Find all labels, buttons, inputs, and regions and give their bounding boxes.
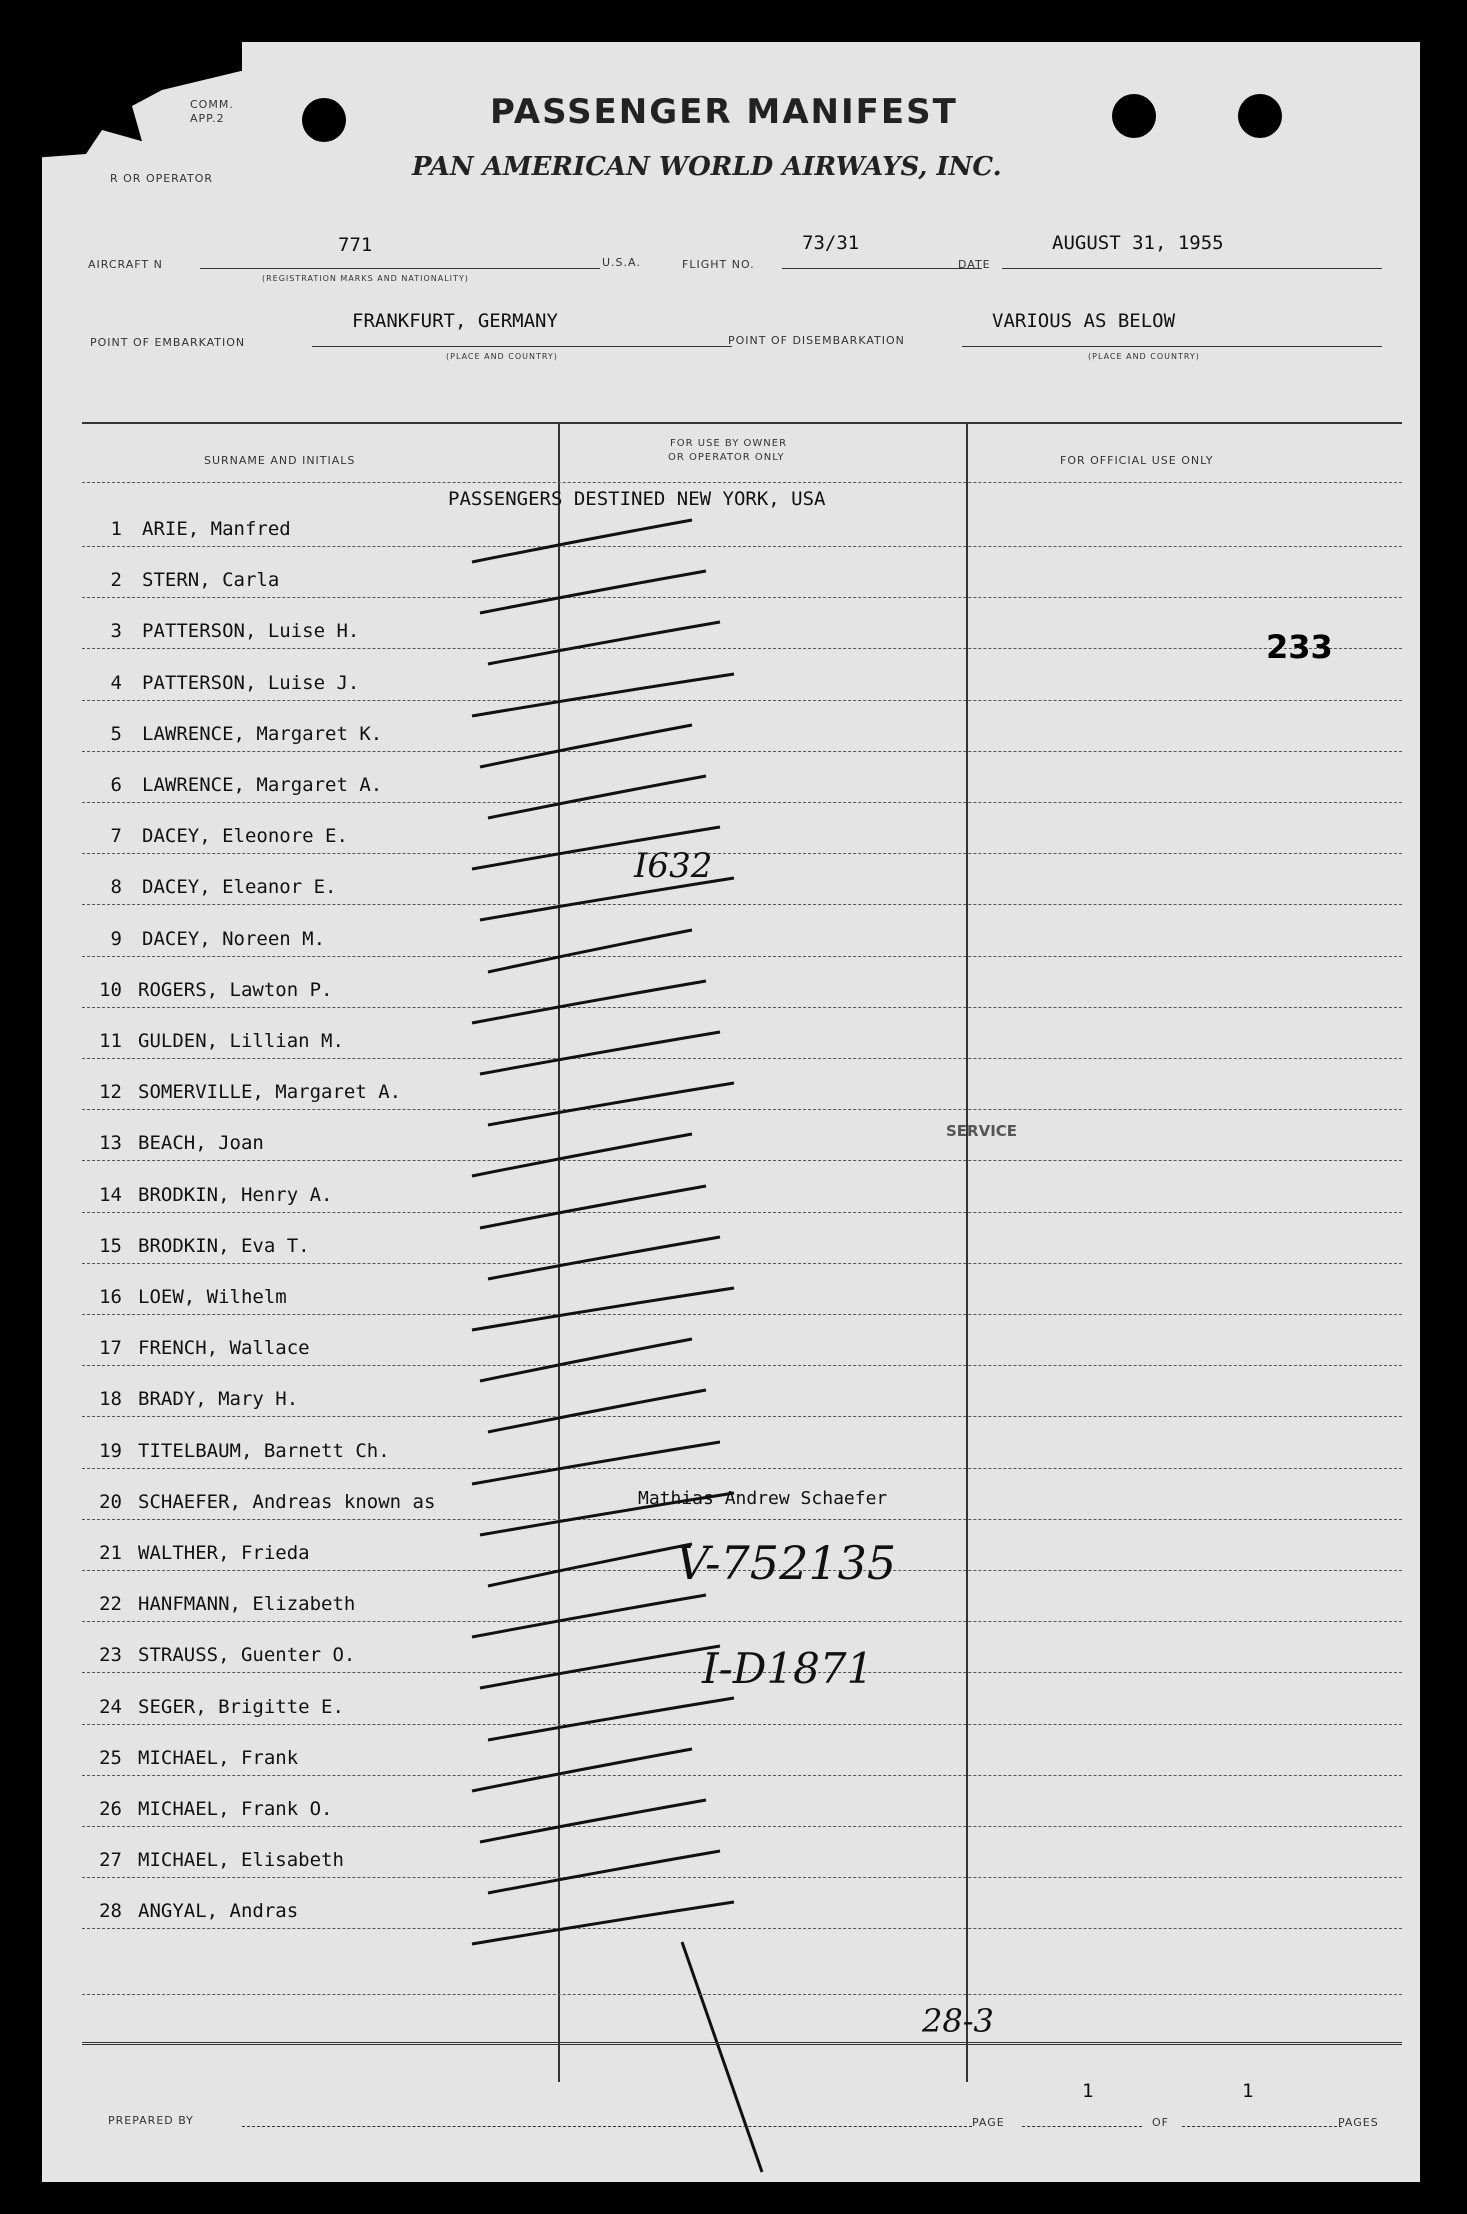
app-label: APP.2 — [190, 112, 225, 125]
check-mark — [472, 981, 706, 1023]
column-header-surname: SURNAME AND INITIALS — [204, 454, 356, 467]
embarkation-caption: (PLACE AND COUNTRY) — [446, 352, 558, 361]
passenger-name: LOEW, Wilhelm — [138, 1286, 287, 1308]
check-mark — [472, 1288, 734, 1330]
row-number: 10 — [99, 979, 122, 1001]
row-number: 17 — [99, 1337, 122, 1359]
handwritten-row21: V-752135 — [676, 1536, 897, 1590]
check-mark — [488, 1083, 734, 1125]
check-mark — [488, 1851, 720, 1893]
passenger-name: PATTERSON, Luise J. — [142, 672, 360, 694]
manifest-page — [42, 42, 1420, 2182]
operator-label: R OR OPERATOR — [110, 172, 214, 185]
check-marks — [42, 42, 1420, 2182]
comm-label: COMM. — [190, 98, 234, 111]
passenger-name: BEACH, Joan — [138, 1132, 264, 1154]
nationality: U.S.A. — [602, 256, 641, 269]
check-mark — [480, 1800, 706, 1842]
registration-caption: (REGISTRATION MARKS AND NATIONALITY) — [262, 274, 469, 283]
flight-value: 73/31 — [802, 232, 860, 254]
embarkation-value: FRANKFURT, GERMANY — [352, 310, 558, 332]
row-number: 19 — [99, 1440, 122, 1462]
passenger-name: SEGER, Brigitte E. — [138, 1696, 344, 1718]
check-mark — [480, 1032, 720, 1074]
passenger-name: MICHAEL, Elisabeth — [138, 1849, 344, 1871]
row-number: 24 — [99, 1696, 122, 1718]
passenger-name: DACEY, Noreen M. — [142, 928, 326, 950]
check-mark — [488, 1544, 692, 1586]
passenger-name: ANGYAL, Andras — [138, 1900, 299, 1922]
airline-name: PAN AMERICAN WORLD AIRWAYS, INC. — [412, 152, 1002, 182]
row-number: 22 — [99, 1593, 122, 1615]
row-number: 27 — [99, 1849, 122, 1871]
check-mark — [480, 725, 692, 767]
row-number: 6 — [110, 774, 122, 796]
handwritten-row7: I632 — [634, 846, 713, 886]
flight-label: FLIGHT NO. — [682, 258, 755, 271]
row-number: 14 — [99, 1184, 122, 1206]
prepared-label: PREPARED BY — [108, 2114, 194, 2127]
embarkation-label: POINT OF EMBARKATION — [90, 336, 246, 349]
check-mark — [472, 827, 720, 869]
row-number: 16 — [99, 1286, 122, 1308]
row-number: 15 — [99, 1235, 122, 1257]
passenger-name: SOMERVILLE, Margaret A. — [138, 1081, 402, 1103]
row-number: 26 — [99, 1798, 122, 1820]
row-number: 23 — [99, 1644, 122, 1666]
disembarkation-value: VARIOUS AS BELOW — [992, 310, 1176, 332]
row-number: 4 — [110, 672, 122, 694]
passenger-name: STRAUSS, Guenter O. — [138, 1644, 356, 1666]
check-mark — [480, 878, 734, 920]
check-mark — [472, 1134, 692, 1176]
manifest-title: PASSENGER MANIFEST — [490, 92, 958, 132]
row-number: 3 — [110, 620, 122, 642]
disembarkation-caption: (PLACE AND COUNTRY) — [1088, 352, 1200, 361]
passenger-name: HANFMANN, Elizabeth — [138, 1593, 356, 1615]
passenger-name: STERN, Carla — [142, 569, 280, 591]
passenger-name: FRENCH, Wallace — [138, 1337, 310, 1359]
stamp-text: SERVICE — [946, 1122, 1018, 1140]
column-header-owner-1: FOR USE BY OWNER — [670, 438, 788, 449]
page-value: 1 — [1082, 2080, 1094, 2102]
row-number: 20 — [99, 1491, 122, 1513]
check-mark — [480, 1339, 692, 1381]
passenger-name: TITELBAUM, Barnett Ch. — [138, 1440, 390, 1462]
check-mark — [488, 1698, 734, 1740]
passenger-name: LAWRENCE, Margaret A. — [142, 774, 383, 796]
date-label: DATE — [958, 258, 991, 271]
passenger-name: BRODKIN, Henry A. — [138, 1184, 333, 1206]
passenger-name: BRODKIN, Eva T. — [138, 1235, 310, 1257]
row-number: 28 — [99, 1900, 122, 1922]
date-value: AUGUST 31, 1955 — [1052, 232, 1224, 254]
check-mark — [488, 776, 706, 818]
aircraft-value: 771 — [338, 234, 373, 256]
of-value: 1 — [1242, 2080, 1254, 2102]
section-heading: PASSENGERS DESTINED NEW YORK, USA — [448, 488, 826, 510]
check-mark — [488, 622, 720, 664]
row-number: 12 — [99, 1081, 122, 1103]
check-mark — [480, 1493, 734, 1535]
disembarkation-label: POINT OF DISEMBARKATION — [728, 334, 905, 347]
row-number: 25 — [99, 1747, 122, 1769]
row-number: 18 — [99, 1388, 122, 1410]
passenger-name: GULDEN, Lillian M. — [138, 1030, 344, 1052]
row-number: 8 — [110, 876, 122, 898]
passenger-name: SCHAEFER, Andreas known as — [138, 1491, 436, 1513]
check-mark — [472, 520, 692, 562]
check-mark — [488, 1390, 706, 1432]
check-mark — [472, 1749, 692, 1791]
row-number: 2 — [110, 569, 122, 591]
handwritten-total: 28-3 — [922, 2002, 994, 2040]
check-mark — [480, 1646, 720, 1688]
passenger-name: ROGERS, Lawton P. — [138, 979, 333, 1001]
passenger-name: WALTHER, Frieda — [138, 1542, 310, 1564]
row-number: 13 — [99, 1132, 122, 1154]
column-header-owner-2: OR OPERATOR ONLY — [668, 452, 785, 463]
aircraft-label: AIRCRAFT N — [88, 258, 163, 271]
passenger-name: DACEY, Eleonore E. — [142, 825, 348, 847]
check-mark — [488, 1237, 720, 1279]
row-number: 7 — [110, 825, 122, 847]
check-mark — [472, 1902, 734, 1944]
passenger-name: PATTERSON, Luise H. — [142, 620, 360, 642]
pages-label: PAGES — [1338, 2116, 1379, 2129]
check-mark — [488, 930, 692, 972]
row-number: 9 — [110, 928, 122, 950]
row20-alias: Mathias Andrew Schaefer — [638, 1488, 888, 1509]
check-mark — [480, 571, 706, 613]
passenger-name: LAWRENCE, Margaret K. — [142, 723, 383, 745]
passenger-name: ARIE, Manfred — [142, 518, 291, 540]
stamp-number: 233 — [1266, 628, 1333, 666]
passenger-name: DACEY, Eleanor E. — [142, 876, 337, 898]
page-label: PAGE — [972, 2116, 1005, 2129]
handwritten-row23: I-D1871 — [702, 1644, 874, 1693]
of-label: OF — [1152, 2116, 1169, 2129]
check-mark — [472, 674, 734, 716]
column-header-official: FOR OFFICIAL USE ONLY — [1060, 454, 1214, 467]
row-number: 5 — [110, 723, 122, 745]
check-mark — [472, 1442, 720, 1484]
check-mark — [472, 1595, 706, 1637]
check-mark — [480, 1186, 706, 1228]
passenger-name: BRADY, Mary H. — [138, 1388, 299, 1410]
row-number: 21 — [99, 1542, 122, 1564]
row-number: 1 — [110, 518, 122, 540]
row-number: 11 — [99, 1030, 122, 1052]
closing-stroke — [682, 1942, 762, 2172]
passenger-name: MICHAEL, Frank — [138, 1747, 299, 1769]
passenger-name: MICHAEL, Frank O. — [138, 1798, 333, 1820]
